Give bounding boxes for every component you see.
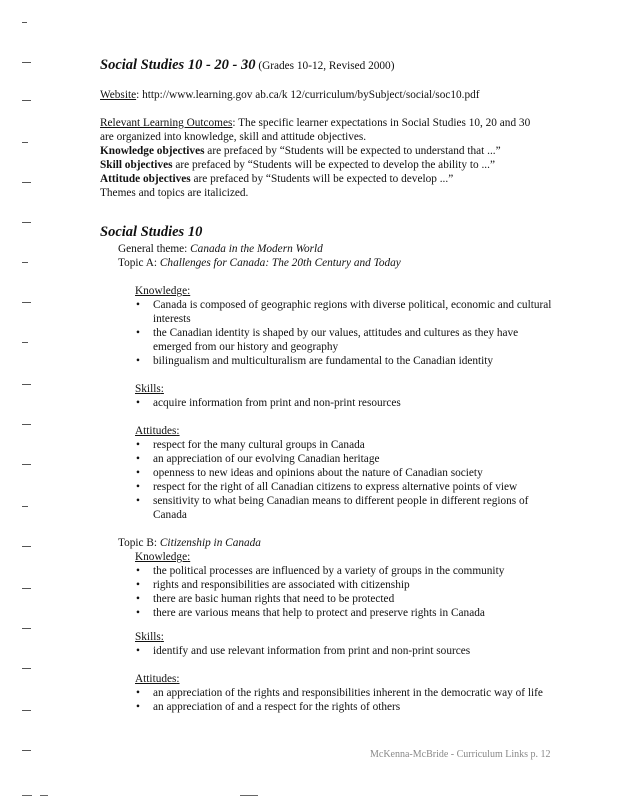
general-theme-text: Canada in the Modern World [190, 243, 323, 255]
skills-label: Skills [135, 631, 161, 643]
scan-mark [22, 795, 32, 796]
scan-mark [240, 795, 258, 796]
scan-mark [22, 222, 31, 223]
topic-b-knowledge-list [135, 564, 553, 620]
scan-mark [22, 342, 28, 343]
list-item: • identify and use relevant information from print and non-print sources [135, 644, 553, 658]
list-item: • openness to new ideas and opinions about the nature of Canadian society [135, 466, 553, 480]
topic-b-label: Topic B: [118, 537, 160, 549]
topic-a-title: Challenges for Canada: The 20th Century and Today [159, 257, 401, 269]
skill-objectives-label: Skill objectives [100, 159, 173, 171]
scan-mark [22, 506, 28, 507]
course-title: Social Studies 10 - 20 - 30 [100, 57, 256, 73]
general-theme [118, 242, 323, 256]
topic-a-attitudes-list [135, 438, 553, 522]
skill-objectives-text: are prefaced by “Students will be expected to develop the ability to ...” [172, 159, 495, 171]
scan-mark [22, 588, 31, 589]
scan-mark [22, 262, 28, 263]
course-grades: (Grades 10-12, Revised 2000) [258, 60, 395, 72]
attitudes-label: Attitudes [135, 425, 177, 437]
scan-mark [22, 182, 31, 183]
scan-mark [22, 100, 31, 101]
general-theme-label: General theme: [118, 243, 191, 255]
skills-label: Skills [135, 383, 161, 395]
topic-a-attitudes-heading: Attitudes: [135, 425, 180, 437]
themes-note: Themes and topics are italicized. [100, 187, 249, 199]
topic-b-skills-heading: Skills: [135, 631, 164, 643]
topic-a-skills-heading: Skills: [135, 383, 164, 395]
scan-mark [22, 710, 31, 711]
list-item: • respect for the many cultural groups in Canada [135, 438, 553, 452]
knowledge-label: Knowledge [135, 285, 188, 297]
topic-b-knowledge-heading: Knowledge: [135, 551, 191, 563]
list-item: • the political processes are influenced by a variety of groups in the community [135, 564, 553, 578]
attitude-objectives-label: Attitude objectives [100, 173, 191, 185]
list-item: • sensitivity to what being Canadian means to different people in different regions of Canada [135, 494, 553, 522]
list-item: • the Canadian identity is shaped by our values, attitudes and cultures as they have emerged from our history and geography [135, 326, 553, 354]
list-item: • respect for the right of all Canadian citizens to express alternative points of view [135, 480, 553, 494]
attitude-objectives-text: are prefaced by “Students will be expected to develop ...” [190, 173, 454, 185]
topic-a-knowledge-heading: Knowledge: [135, 285, 191, 297]
outcomes-intro [100, 116, 540, 144]
list-item: • Canada is composed of geographic regions with diverse political, economic and cultural interests [135, 298, 553, 326]
website-line [100, 88, 480, 102]
attitude-objectives [100, 172, 540, 186]
outcomes-label: Relevant Learning Outcomes [100, 117, 233, 129]
scan-mark [22, 464, 31, 465]
scan-mark [22, 302, 31, 303]
topic-b-attitudes-heading: Attitudes: [135, 673, 180, 685]
list-item: • bilingualism and multiculturalism are fundamental to the Canadian identity [135, 354, 553, 368]
scan-mark [22, 142, 28, 143]
list-item: • there are basic human rights that need to be protected [135, 592, 553, 606]
list-item: • rights and responsibilities are associated with citizenship [135, 578, 553, 592]
topic-b [118, 536, 261, 550]
list-item: • there are various means that help to protect and preserve rights in Canada [135, 606, 553, 620]
list-item: • an appreciation of the rights and responsibilities inherent in the democratic way of life [135, 686, 553, 700]
scan-mark [40, 795, 48, 796]
topic-b-skills-list [135, 644, 553, 658]
list-item: • an appreciation of our evolving Canadian heritage [135, 452, 553, 466]
list-item: • an appreciation of and a respect for the rights of others [135, 700, 553, 714]
topic-a [118, 256, 401, 270]
topic-b-attitudes-list [135, 686, 553, 714]
scan-mark [22, 22, 27, 23]
scan-mark [22, 384, 31, 385]
outcomes-intro-text: : The specific learner expectations in Social Studies 10, 20 and 30 are organized into knowledge, skill and attitude objectives. [100, 117, 531, 143]
topic-a-knowledge-list [135, 298, 553, 368]
scan-mark [22, 750, 31, 751]
topic-b-title: Citizenship in Canada [159, 537, 261, 549]
knowledge-label: Knowledge [135, 551, 188, 563]
scan-mark [22, 424, 31, 425]
learning-outcomes [100, 116, 540, 200]
knowledge-objectives [100, 144, 540, 158]
knowledge-objectives-text: are prefaced by “Students will be expected to understand that ...” [204, 145, 501, 157]
page-footer: McKenna-McBride - Curriculum Links p. 12 [370, 749, 551, 760]
knowledge-objectives-label: Knowledge objectives [100, 145, 205, 157]
attitudes-label: Attitudes [135, 673, 177, 685]
topic-a-skills-list [135, 396, 553, 410]
website-label: Website [100, 89, 137, 101]
website-url[interactable]: : http://www.learning.gov ab.ca/k 12/curriculum/bySubject/social/soc10.pdf [136, 89, 480, 101]
scan-mark [22, 62, 31, 63]
list-item: • acquire information from print and non-print resources [135, 396, 553, 410]
scan-mark [22, 668, 31, 669]
scan-mark [22, 628, 31, 629]
page-title [100, 58, 394, 73]
topic-a-label: Topic A: [118, 257, 160, 269]
section-heading: Social Studies 10 [100, 224, 203, 240]
skill-objectives [100, 158, 540, 172]
scan-mark [22, 546, 31, 547]
